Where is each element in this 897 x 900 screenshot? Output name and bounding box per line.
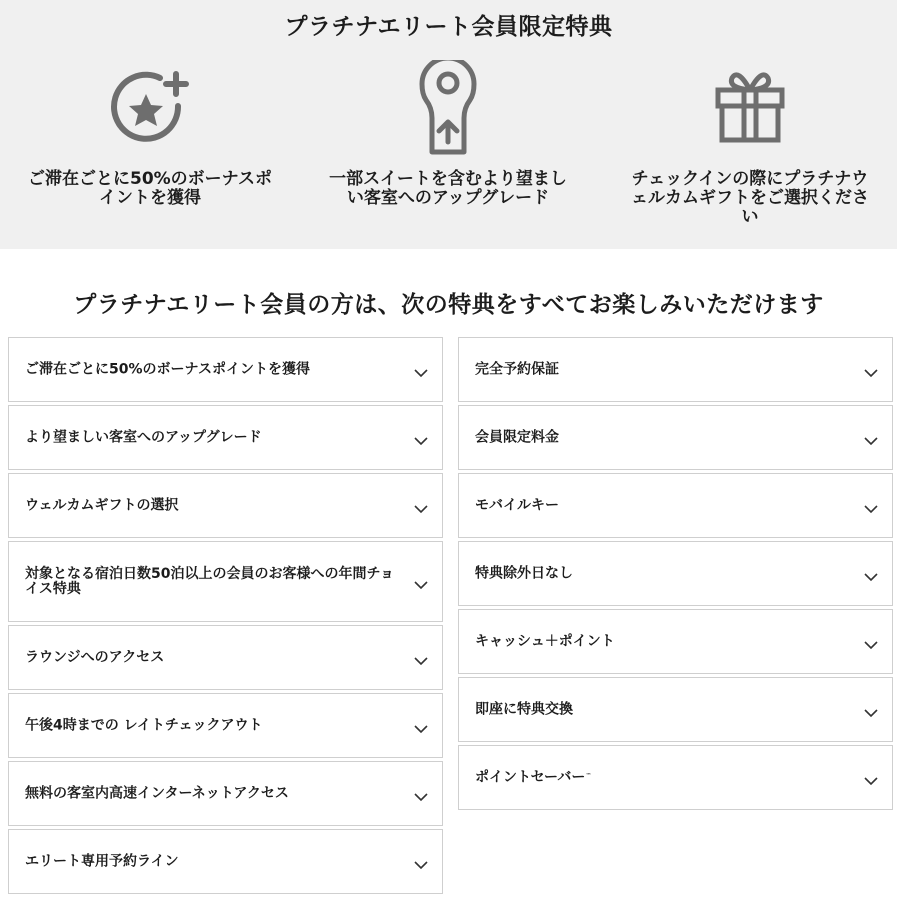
chevron-down-icon: [864, 504, 878, 514]
perk-room-upgrade: [318, 60, 578, 208]
accordion-label: モバイルキー: [475, 497, 559, 513]
chevron-down-icon: [414, 860, 428, 870]
accordion-label: ご滞在ごとに50%のボーナスポイントを獲得: [25, 361, 310, 377]
accordion-elite-reservation-line[interactable]: [8, 829, 443, 894]
perk-welcome-gift-text: チェックインの際にプラチナウェルカムギフトをご選択ください: [631, 169, 869, 227]
accordion-annual-choice[interactable]: [8, 541, 443, 622]
chevron-down-icon: [414, 724, 428, 734]
chevron-down-icon: [864, 572, 878, 582]
accordion-label: ウェルカムギフトの選択: [25, 497, 179, 513]
perk-room-upgrade-text: 一部スイートを含むより望ましい客室へのアップグレード: [329, 169, 567, 208]
trademark-symbol: ™: [585, 772, 592, 779]
star-plus-icon: [102, 60, 198, 156]
accordion-internet-access[interactable]: [8, 761, 443, 826]
accordion-lounge-access[interactable]: [8, 625, 443, 690]
accordion-label: 対象となる宿泊日数50泊以上の会員のお客様への年間チョイス特典: [25, 565, 395, 597]
accordion-label: [475, 770, 845, 785]
accordion-welcome-gift[interactable]: [8, 473, 443, 538]
accordion-guaranteed-reservation[interactable]: [458, 337, 893, 402]
accordion-label: エリート専用予約ライン: [25, 853, 179, 869]
accordion-cash-points[interactable]: [458, 609, 893, 674]
perk-bonus-points-text: ご滞在ごとに50%のボーナスポイントを獲得: [27, 169, 272, 208]
accordion-label: 即座に特典交換: [475, 701, 573, 717]
chevron-down-icon: [414, 656, 428, 666]
chevron-down-icon: [414, 368, 428, 378]
accordion-label: ラウンジへのアクセス: [25, 649, 165, 665]
perk-welcome-gift: [620, 60, 880, 227]
door-hanger-upgrade-icon: [400, 60, 496, 156]
accordion-label: 会員限定料金: [475, 429, 559, 445]
perks-title: プラチナエリート会員限定特典: [284, 14, 613, 40]
accordion-mobile-key[interactable]: [458, 473, 893, 538]
accordion-label: より望ましい客室へのアップグレード: [25, 429, 262, 445]
accordion-label: 完全予約保証: [475, 361, 559, 377]
accordion-late-checkout[interactable]: [8, 693, 443, 758]
accordion-label-text: ポイントセーバー: [475, 769, 586, 785]
benefits-title: プラチナエリート会員の方は、次の特典をすべてお楽しみいただけます: [73, 292, 824, 318]
accordion-member-rates[interactable]: [458, 405, 893, 470]
accordion-label: 無料の客室内高速インターネットアクセス: [25, 785, 289, 801]
chevron-down-icon: [864, 708, 878, 718]
gift-icon: [702, 60, 798, 156]
perk-bonus-points: [20, 60, 280, 208]
accordion-label: 午後4時までの レイトチェックアウト: [25, 717, 263, 733]
chevron-down-icon: [864, 436, 878, 446]
accordion-points-saver[interactable]: [458, 745, 893, 810]
chevron-down-icon: [414, 792, 428, 802]
chevron-down-icon: [864, 368, 878, 378]
accordion-label: キャッシュ＋ポイント: [475, 633, 615, 649]
accordion-no-blackout-dates[interactable]: [458, 541, 893, 606]
chevron-down-icon: [414, 504, 428, 514]
chevron-down-icon: [414, 580, 428, 590]
accordion-room-upgrade[interactable]: [8, 405, 443, 470]
accordion-label: 特典除外日なし: [475, 565, 573, 581]
chevron-down-icon: [864, 640, 878, 650]
accordion-instant-redemption[interactable]: [458, 677, 893, 742]
perks-banner: [0, 0, 897, 249]
accordion-bonus-points[interactable]: [8, 337, 443, 402]
chevron-down-icon: [414, 436, 428, 446]
chevron-down-icon: [864, 776, 878, 786]
